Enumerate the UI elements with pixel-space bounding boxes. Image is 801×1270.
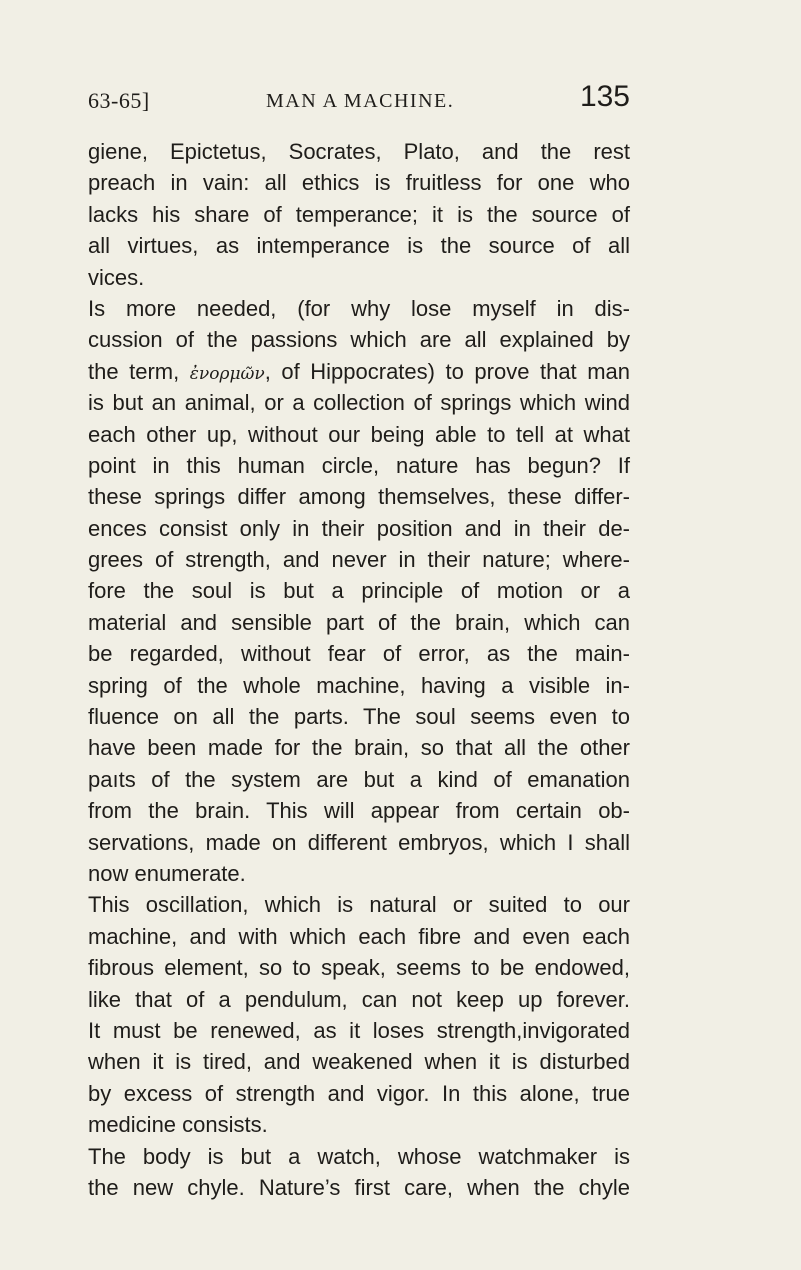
text-line: these springs differ among themselves, these differ- [88,484,630,510]
text-segment: , of Hippocrates) to prove that man [264,358,630,384]
text-line: grees of strength, and never in their nature; where- [88,547,630,573]
text-line: spring of the whole machine, having a visible in- [88,672,630,698]
text-line: servations, made on different embryos, which I shall [88,829,630,855]
greek-term: ἐνορμῶν [189,363,265,384]
text-line: all virtues, as intemperance is the source of all [88,233,630,259]
page-range: 63-65] [88,88,150,113]
text-line [88,356,630,387]
paragraph [88,1141,630,1204]
text-line: preach in vain: all ethics is fruitless for one who [88,170,630,196]
text-line: fluence on all the parts. The soul seems even to [88,704,630,730]
text-line: from the brain. This will appear from certain ob- [88,798,630,824]
text-line: is but an animal, or a collection of springs which wind [88,390,630,416]
text-line: be regarded, without fear of error, as the main- [88,641,630,667]
text-line: material and sensible part of the brain, which can [88,609,630,635]
paragraph [88,136,630,293]
text-line: fibrous element, so to speak, seems to be endowed, [88,955,630,981]
text-line: have been made for the brain, so that all the other [88,735,630,761]
running-head [88,80,630,120]
body-text [88,136,630,1203]
text-line: medicine consists. [88,1112,268,1138]
text-line: ences consist only in their position and in their de- [88,515,630,541]
text-line: giene, Epictetus, Socrates, Plato, and the rest [88,139,630,164]
text-line: cussion of the passions which are all explained by [88,327,630,353]
text-line: It must be renewed, as it loses strength,invigorated [88,1017,630,1043]
paragraph [88,889,630,1140]
text-line: The body is but a watch, whose watchmaker is [88,1143,630,1169]
text-line: when it is tired, and weakened when it is disturbed [88,1049,630,1075]
text-line: Is more needed, (for why lose myself in dis- [88,295,630,321]
text-line: paıts of the system are but a kind of emanation [88,766,630,792]
text-line: point in this human circle, nature has begun? If [88,452,630,478]
text-line: lacks his share of temperance; it is the source of [88,201,630,227]
paragraph [88,293,630,889]
text-line: the new chyle. Nature’s first care, when the chyle [88,1174,630,1200]
text-line: each other up, without our being able to tell at what [88,421,630,447]
text-line: by excess of strength and vigor. In this alone, true [88,1080,630,1106]
text-line: machine, and with which each fibre and even each [88,923,630,949]
text-line: now enumerate. [88,860,246,886]
running-title: MAN A MACHINE. [266,90,455,112]
text-line: like that of a pendulum, can not keep up forever. [88,986,630,1012]
text-line: fore the soul is but a principle of motion or a [88,578,630,604]
text-line: vices. [88,264,145,290]
page-number: 135 [579,80,630,113]
text-segment: the term, [88,358,190,384]
text-line: This oscillation, which is natural or suited to our [88,892,630,918]
